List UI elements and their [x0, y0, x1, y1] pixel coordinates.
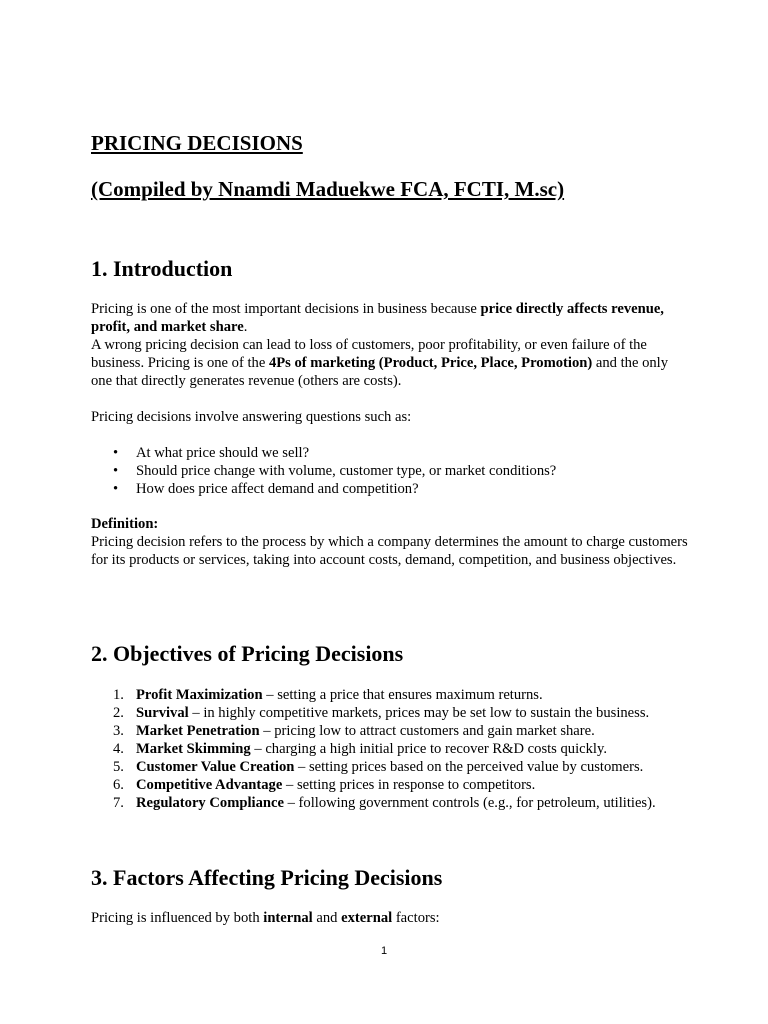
- questions-intro: Pricing decisions involve answering questions such as:: [91, 409, 412, 425]
- document-title: PRICING DECISIONS: [91, 131, 303, 155]
- section-heading-objectives: 2. Objectives of Pricing Decisions: [91, 641, 404, 666]
- intro-paragraph-2: A wrong pricing decision can lead to loss of customers, poor profitability, or even failure of the business. Pricing is one of the 4Ps of marketing (Product, Price, Place, Promotion) and the only one that directly generates revenue (others are costs).: [91, 337, 669, 389]
- intro-emphasis-4ps: 4Ps of marketing (Product, Price, Place, Promotion): [268, 355, 593, 371]
- list-item: 3. Market Penetration – pricing low to attract customers and gain market share.: [113, 723, 595, 739]
- definition-text: Pricing decision refers to the process by which a company determines the amount to charge customers for its products or services, taking into account costs, demand, competition, and business objectives.: [91, 534, 688, 568]
- list-item: 5. Customer Value Creation – setting prices based on the perceived value by customers.: [113, 759, 644, 775]
- intro-emphasis-revenue: price directly affects revenue, profit, and market share: [91, 301, 664, 335]
- bullet-icon: •: [113, 463, 119, 479]
- list-item: 1. Profit Maximization – setting a price that ensures maximum returns.: [113, 687, 543, 703]
- list-item: 2. Survival – in highly competitive markets, prices may be set low to sustain the business.: [113, 705, 650, 721]
- bullet-icon: •: [113, 481, 119, 497]
- section-heading-factors: 3. Factors Affecting Pricing Decisions: [91, 865, 443, 890]
- factors-paragraph: Pricing is influenced by both internal and external factors:: [91, 910, 440, 926]
- list-item: 4. Market Skimming – charging a high initial price to recover R&D costs quickly.: [113, 741, 607, 757]
- section-heading-introduction: 1. Introduction: [91, 256, 233, 281]
- list-item: 6. Competitive Advantage – setting prices in response to competitors.: [113, 777, 536, 793]
- objectives-list: [91, 686, 691, 812]
- list-item: • Should price change with volume, customer type, or market conditions?: [113, 463, 557, 479]
- bullet-icon: •: [113, 445, 119, 461]
- definition-label: Definition:: [91, 516, 159, 532]
- list-item: • At what price should we sell?: [113, 445, 310, 461]
- intro-paragraph-1: Pricing is one of the most important decisions in business because price directly affects revenue, profit, and market share.: [91, 301, 664, 335]
- document-subtitle: (Compiled by Nnamdi Maduekwe FCA, FCTI, M.sc): [91, 177, 565, 201]
- page-number: 1: [380, 945, 388, 957]
- questions-list: [91, 444, 691, 498]
- list-item: 7. Regulatory Compliance – following government controls (e.g., for petroleum, utilities).: [113, 795, 656, 811]
- list-item: • How does price affect demand and competition?: [113, 481, 419, 497]
